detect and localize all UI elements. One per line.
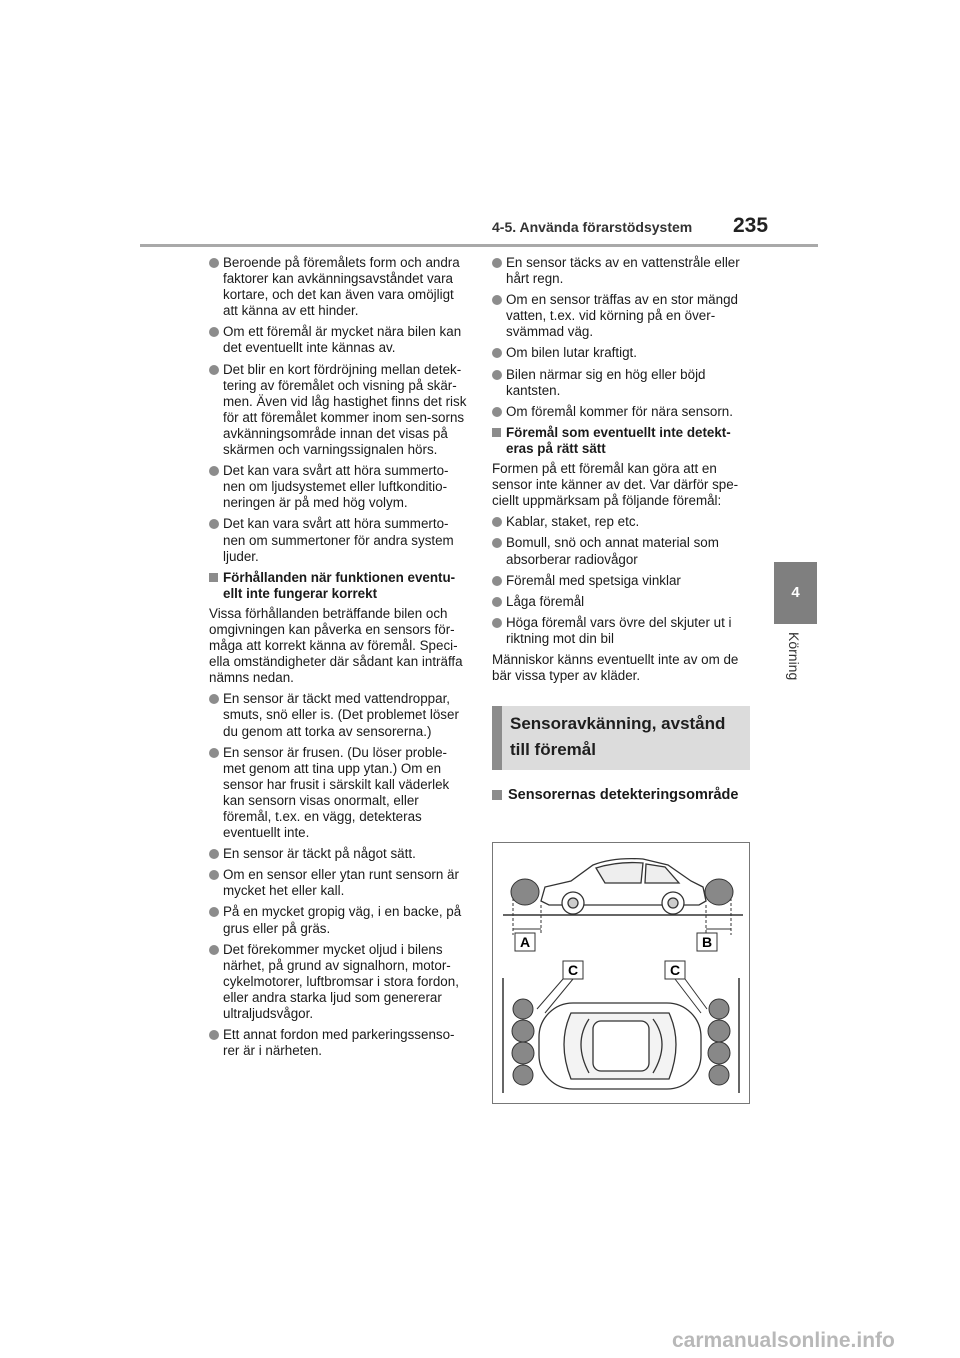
car-side-view <box>541 859 706 914</box>
bullet-icon <box>209 258 219 268</box>
chapter-label: Körning <box>786 632 802 681</box>
bullet-icon <box>209 365 219 375</box>
bullet-icon <box>492 538 502 548</box>
bullet-icon <box>209 907 219 917</box>
label-c-rear: C <box>567 962 579 978</box>
list-item: Om bilen lutar kraftigt. <box>492 345 750 361</box>
chapter-tab: 4 <box>774 562 817 624</box>
list-item: Om en sensor eller ytan runt sensorn är mycket het eller kall. <box>209 867 469 899</box>
section-title: Sensoravkänning, avstånd till föremål <box>492 706 750 770</box>
list-item: Det kan vara svårt att höra summerto-nen om ljudsystemet eller luftkonditio-neringen är på med hög volym. <box>209 463 469 511</box>
bullet-icon <box>492 348 502 358</box>
list-item: Kablar, staket, rep etc. <box>492 514 750 530</box>
list-item: Ett annat fordon med parkeringssenso-rer är i närheten. <box>209 1027 469 1059</box>
bullet-icon <box>209 327 219 337</box>
square-icon <box>209 573 218 582</box>
list-item: En sensor är frusen. (Du löser proble-met genom att tina upp ytan.) Om en sensor har frusit i särskilt kall väderlek kan sensorn visas onormalt, eller föremål, t.ex. en vägg, detekteras eventuellt inte. <box>209 745 469 842</box>
bullet-icon <box>492 576 502 586</box>
bullet-icon <box>492 597 502 607</box>
bullet-icon <box>492 295 502 305</box>
left-column <box>209 255 469 1064</box>
header-rule <box>140 244 818 247</box>
car-top-view <box>539 1003 701 1089</box>
section-header: 4-5. Använda förarstödsystem <box>492 219 693 235</box>
bullet-icon <box>492 517 502 527</box>
list-item: Om ett föremål är mycket nära bilen kan det eventuellt inte kännas av. <box>209 324 469 356</box>
list-item: Om en sensor träffas av en stor mängd vatten, t.ex. vid körning på en över-svämmad väg. <box>492 292 750 340</box>
square-icon <box>492 428 501 437</box>
paragraph: Vissa förhållanden beträffande bilen och omgivningen kan påverka en sensors för-måga att korrekt känna av föremål. Speci-ella omständigheter där sådant kan inträffa nämns nedan. <box>209 605 463 686</box>
rear-sensor-field <box>511 879 539 905</box>
bullet-icon <box>209 748 219 758</box>
label-c-front: C <box>669 962 681 978</box>
list-item: En sensor är täckt på något sätt. <box>209 846 469 862</box>
list-item: Det kan vara svårt att höra summerto-nen om summertoner för andra system ljuder. <box>209 516 469 564</box>
list-item: Det blir en kort fördröjning mellan detek-tering av föremålet och visning på skär-men. Även vid låg hastighet finns det risk för att föremålet kommer inom sen-sorns avkänningsområde innan det visas på skärmen och varningssignalen hörs. <box>209 362 469 459</box>
list-item: På en mycket gropig väg, i en backe, på grus eller på gräs. <box>209 904 469 936</box>
list-item: En sensor täcks av en vattenstråle eller hårt regn. <box>492 255 750 287</box>
list-item: Låga föremål <box>492 594 750 610</box>
list-item: Om föremål kommer för nära sensorn. <box>492 404 750 420</box>
bullet-icon <box>492 258 502 268</box>
list-item: En sensor är täckt med vattendroppar, smuts, snö eller is. (Det problemet löser du genom att torka av sensorerna.) <box>209 691 469 739</box>
sensor-range-figure <box>492 842 750 1104</box>
bullet-icon <box>209 870 219 880</box>
bullet-icon <box>209 466 219 476</box>
paragraph: Formen på ett föremål kan göra att en sensor inte känner av det. Var därför spe-ciellt uppmärksam på följande föremål: <box>492 461 739 509</box>
list-item: Det förekommer mycket oljud i bilens närhet, på grund av signalhorn, motor-cykelmotorer, luftbromsar i stora fordon, eller andra starka ljud som genererar ultraljudsvågor. <box>209 942 469 1022</box>
label-b: B <box>701 934 713 950</box>
section-subheading: Sensorernas detekteringsområde <box>492 784 750 806</box>
front-sensor-field <box>705 879 733 905</box>
bullet-icon <box>209 519 219 529</box>
list-item: Höga föremål vars övre del skjuter ut i riktning mot din bil <box>492 615 750 647</box>
bullet-icon <box>209 945 219 955</box>
right-column <box>492 255 750 806</box>
subheading: Förhållanden när funktionen eventu-ellt inte fungerar korrekt <box>209 570 469 602</box>
bullet-icon <box>492 407 502 417</box>
list-item: Beroende på föremålets form och andra faktorer kan avkänningsavståndet vara kortare, och det kan även vara omöjligt att känna av ett hinder. <box>209 255 469 319</box>
label-a: A <box>519 934 531 950</box>
bullet-icon <box>209 1030 219 1040</box>
paragraph: Människor känns eventuellt inte av om de bär vissa typer av kläder. <box>492 651 739 684</box>
list-item: Bomull, snö och annat material som absorberar radiovågor <box>492 535 750 567</box>
subheading: Föremål som eventuellt inte detekt-eras på rätt sätt <box>492 425 750 457</box>
square-icon <box>492 790 502 800</box>
list-item: Föremål med spetsiga vinklar <box>492 573 750 589</box>
bullet-icon <box>209 694 219 704</box>
bullet-icon <box>492 370 502 380</box>
car-sensor-diagram <box>493 843 749 1103</box>
list-item: Bilen närmar sig en hög eller böjd kantsten. <box>492 367 750 399</box>
page-number: 235 <box>733 214 769 237</box>
bullet-icon <box>492 618 502 628</box>
bullet-icon <box>209 849 219 859</box>
watermark: carmanualsonline.info <box>672 1329 895 1352</box>
